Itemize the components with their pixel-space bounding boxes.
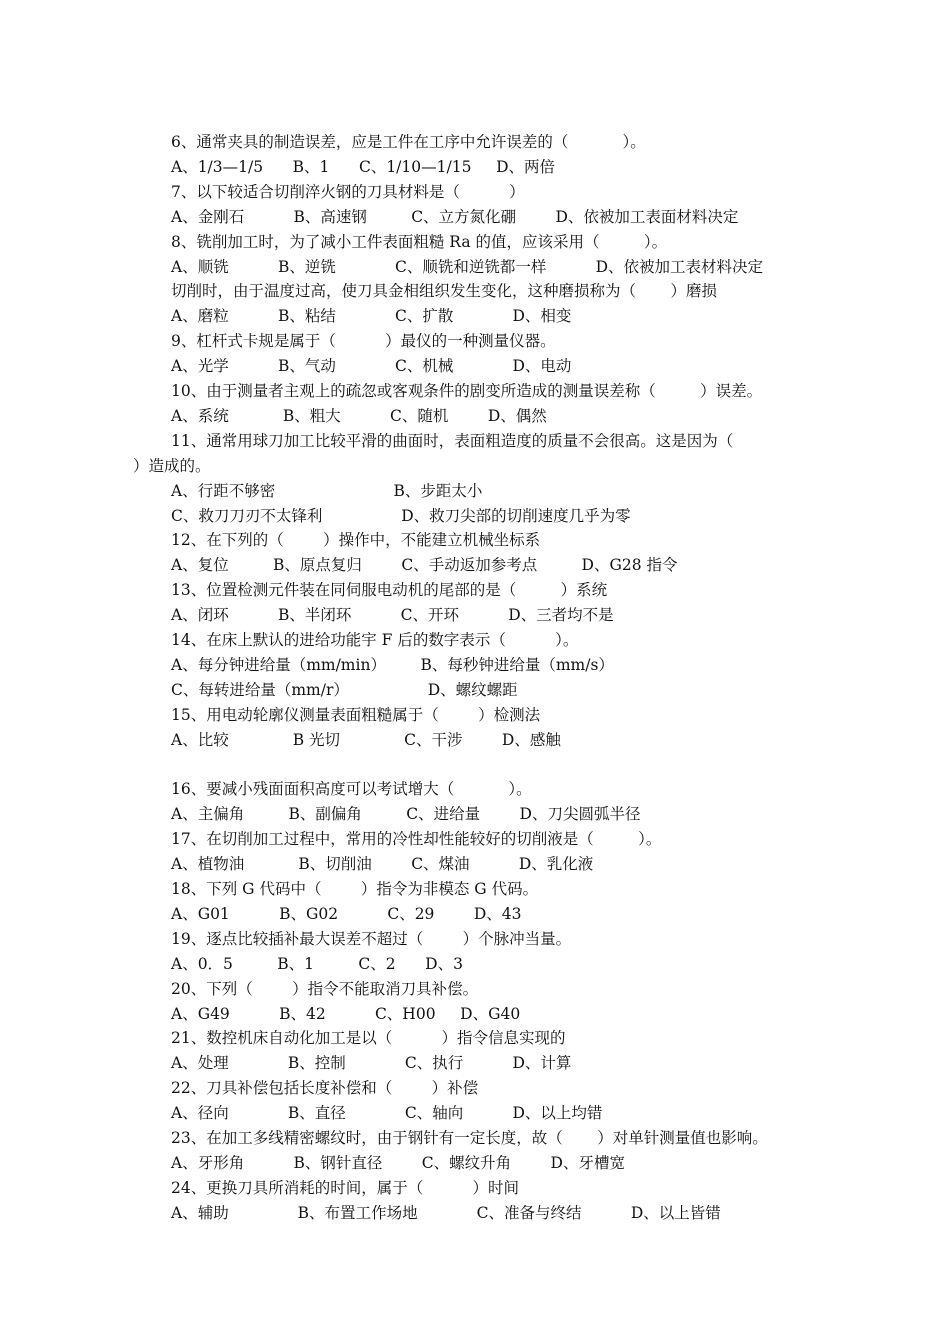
answer-options-line: A、辅助 B、布置工作场地 C、准备与终结 D、以上皆错 <box>171 1203 721 1222</box>
question-line: 9、杠杆式卡规是属于（ ）最仪的一种测量仪器。 <box>171 332 556 351</box>
question-line: 15、用电动轮廓仪测量表面粗糙属于（ ）检测法 <box>171 705 541 724</box>
answer-options-line: C、救刀刀刃不太锋利 D、救刀尖部的切削速度几乎为零 <box>171 506 631 525</box>
answer-options-line: C、每转进给量（mm/r） D、螺纹螺距 <box>171 680 518 699</box>
answer-options-line: A、复位 B、原点复归 C、手动返加参考点 D、G28 指令 <box>171 556 678 575</box>
answer-options-line: A、金刚石 B、高速钢 C、立方氮化硼 D、依被加工表面材料决定 <box>171 207 739 226</box>
question-line: 23、在加工多线精密螺纹时，由于钢针有一定长度，故（ ）对单针测量值也影响。 <box>171 1129 768 1147</box>
answer-options-line: A、系统 B、粗大 C、随机 D、偶然 <box>171 406 547 425</box>
question-line: 10、由于测量者主观上的疏忽或客观条件的剧变所造成的测量误差称（ ）误差。 <box>171 382 763 400</box>
answer-options-line: A、磨粒 B、粘结 C、扩散 D、相变 <box>171 307 572 326</box>
question-line: 24、更换刀具所消耗的时间，属于（ ）时间 <box>171 1178 519 1197</box>
question-line: 22、刀具补偿包括长度补偿和（ ）补偿 <box>171 1079 479 1098</box>
question-continuation-line: ）造成的。 <box>133 456 211 475</box>
question-line: 21、数控机床自动化加工是以（ ）指令信息实现的 <box>171 1029 566 1048</box>
answer-options-line: A、0．5 B、1 C、2 D、3 <box>171 954 463 973</box>
question-line: 17、在切削加工过程中，常用的冷性却性能较好的切削液是（ ）。 <box>171 830 662 849</box>
answer-options-line: A、顺铣 B、逆铣 C、顺铣和逆铣都一样 D、依被加工表材料决定 <box>171 257 764 276</box>
answer-options-line: A、处理 B、控制 C、执行 D、计算 <box>171 1054 572 1073</box>
answer-options-line: A、1/3—1/5 B、1 C、1/10—1/15 D、两倍 <box>171 157 555 176</box>
question-line: 14、在床上默认的进给功能宇 F 后的数字表示（ ）。 <box>171 631 579 649</box>
answer-options-line: A、每分钟进给量（mm/min） B、每秒钟进给量（mm/s） <box>171 655 614 674</box>
answer-options-line: A、比较 B 光切 C、干涉 D、感触 <box>171 730 561 749</box>
question-line: 13、位置检测元件装在同伺服电动机的尾部的是（ ）系统 <box>171 581 608 600</box>
question-line: 8、铣削加工时，为了减小工件表面粗糙 Ra 的值，应该采用（ ）。 <box>171 232 668 251</box>
question-line: 11、通常用球刀加工比较平滑的曲面时，表面粗造度的质量不会很高。这是因为（ <box>171 431 734 450</box>
answer-options-line: A、闭环 B、半闭环 C、开环 D、三者均不是 <box>171 606 614 625</box>
question-line: 12、在下列的（ ）操作中，不能建立机械坐标系 <box>171 531 541 550</box>
answer-options-line: A、植物油 B、切削油 C、煤油 D、乳化液 <box>171 855 594 874</box>
answer-options-line: A、行距不够密 B、步距太小 <box>171 481 483 500</box>
question-line: 18、下列 G 代码中（ ）指令为非模态 G 代码。 <box>171 880 539 898</box>
question-line: 16、要减小残面面积高度可以考试增大（ ）。 <box>171 780 532 799</box>
question-line: 切削时，由于温度过高，使刀具金相组织发生变化，这种磨损称为（ ）磨损 <box>171 282 717 301</box>
question-line: 7、以下较适合切削淬火钢的刀具材料是（ ） <box>171 182 525 201</box>
answer-options-line: A、光学 B、气动 C、机械 D、电动 <box>171 357 572 376</box>
question-line: 19、逐点比较插补最大误差不超过（ ）个脉冲当量。 <box>171 929 572 948</box>
question-line: 6、通常夹具的制造误差，应是工件在工序中允许误差的（ ）。 <box>171 133 646 151</box>
answer-options-line: A、牙形角 B、钢针直径 C、螺纹升角 D、牙槽宽 <box>171 1153 625 1172</box>
answer-options-line: A、径向 B、直径 C、轴向 D、以上均错 <box>171 1104 603 1123</box>
answer-options-line: A、G01 B、G02 C、29 D、43 <box>171 904 522 923</box>
answer-options-line: A、G49 B、42 C、H00 D、G40 <box>171 1004 521 1023</box>
question-line: 20、下列（ ）指令不能取消刀具补偿。 <box>171 979 479 998</box>
answer-options-line: A、主偏角 B、副偏角 C、进给量 D、刀尖圆弧半径 <box>171 805 641 824</box>
